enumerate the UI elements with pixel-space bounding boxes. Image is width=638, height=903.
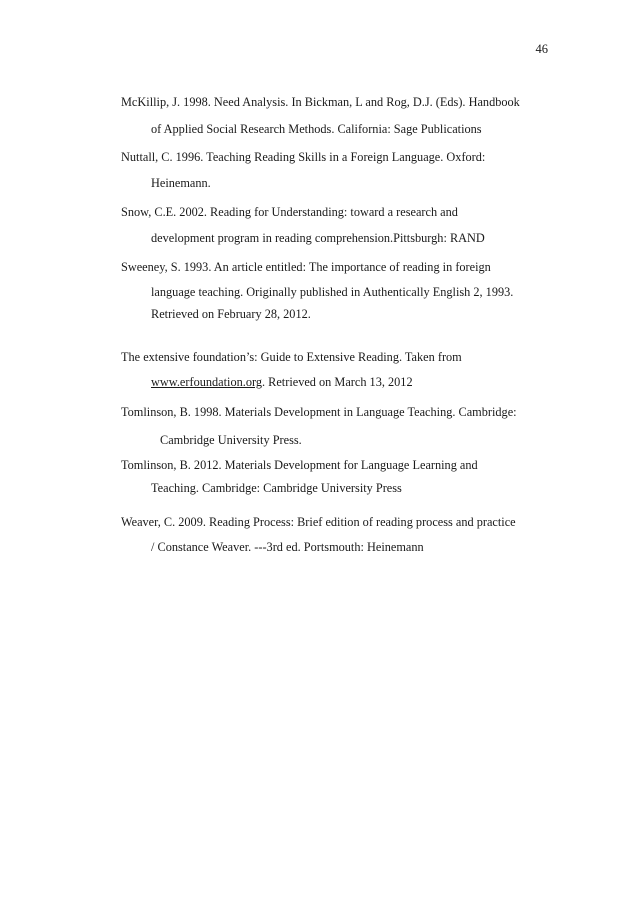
- reference-line: Snow, C.E. 2002. Reading for Understanding: toward a research and: [121, 205, 458, 219]
- reference-line: development program in reading comprehension.Pittsburgh: RAND: [151, 231, 485, 245]
- reference-line: Sweeney, S. 1993. An article entitled: The importance of reading in foreign: [121, 260, 491, 274]
- reference-link-suffix: . Retrieved on March 13, 2012: [262, 375, 413, 389]
- reference-line: Tomlinson, B. 1998. Materials Development in Language Teaching. Cambridge:: [121, 405, 517, 419]
- reference-line: Cambridge University Press.: [160, 433, 302, 447]
- reference-line: McKillip, J. 1998. Need Analysis. In Bickman, L and Rog, D.J. (Eds). Handbook: [121, 95, 520, 109]
- reference-line: The extensive foundation’s: Guide to Extensive Reading. Taken from: [121, 350, 462, 364]
- reference-line: Weaver, C. 2009. Reading Process: Brief edition of reading process and practice: [121, 515, 516, 529]
- reference-link[interactable]: www.erfoundation.org: [151, 375, 262, 389]
- reference-line: of Applied Social Research Methods. California: Sage Publications: [151, 122, 482, 136]
- reference-line-with-link: [151, 375, 413, 390]
- reference-line: / Constance Weaver. ---3rd ed. Portsmouth: Heinemann: [151, 540, 424, 554]
- reference-line: Nuttall, C. 1996. Teaching Reading Skills in a Foreign Language. Oxford:: [121, 150, 486, 164]
- reference-line: Teaching. Cambridge: Cambridge University Press: [151, 481, 402, 495]
- reference-line: Retrieved on February 28, 2012.: [151, 307, 311, 321]
- reference-line: language teaching. Originally published in Authentically English 2, 1993.: [151, 285, 514, 299]
- reference-line: Tomlinson, B. 2012. Materials Development for Language Learning and: [121, 458, 478, 472]
- reference-line: Heinemann.: [151, 176, 211, 190]
- page-number: 46: [535, 42, 548, 56]
